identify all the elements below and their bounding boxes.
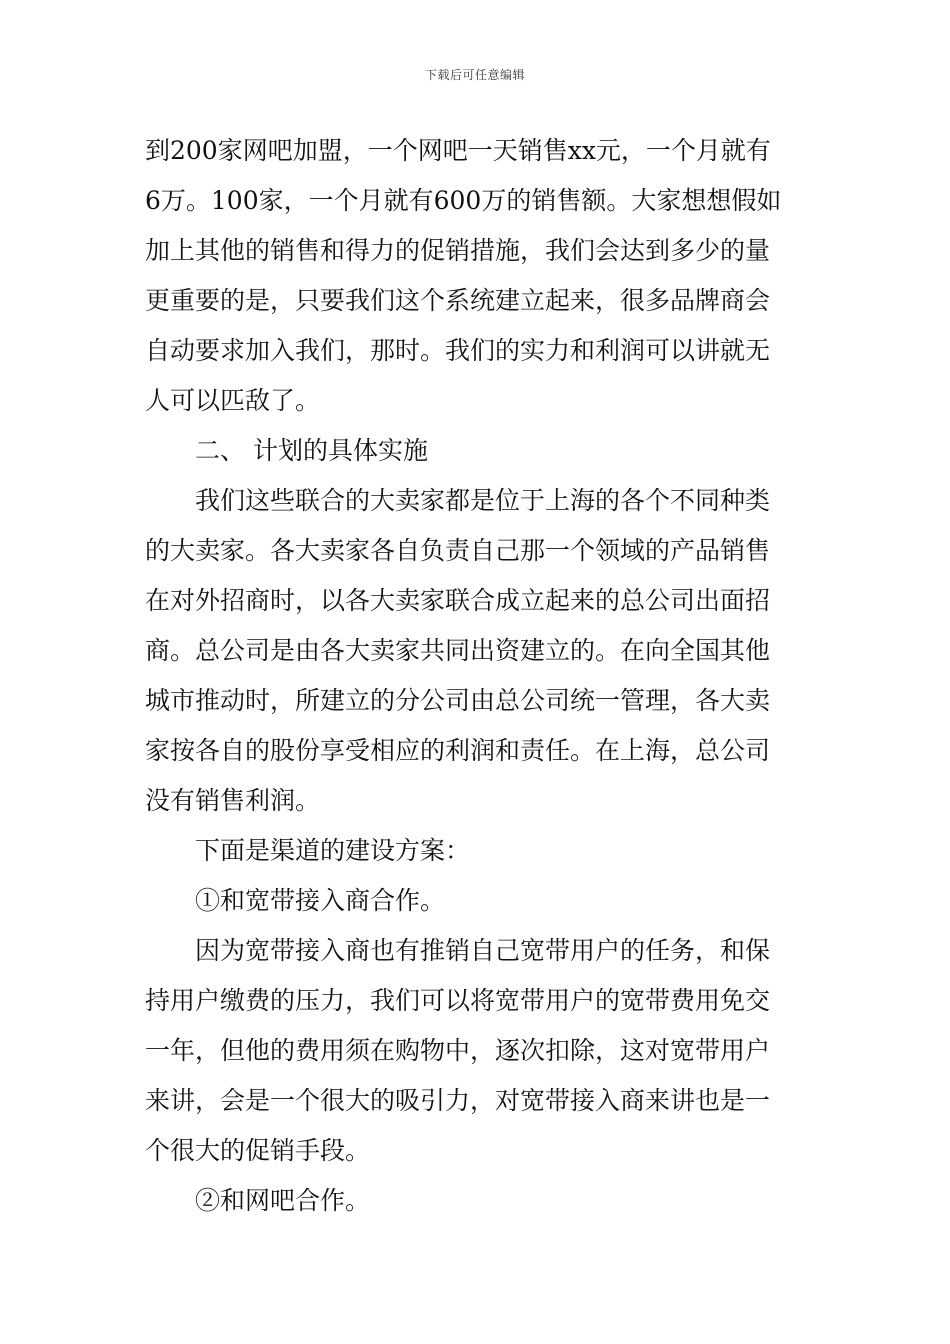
paragraph-line: 个很大的促销手段。 <box>145 1136 371 1165</box>
paragraph-line: 因为宽带接入商也有推销自己宽带用户的任务，和保 <box>195 936 771 965</box>
paragraph-line: 来讲，会是一个很大的吸引力，对宽带接入商来讲也是一 <box>145 1086 771 1115</box>
paragraph-line: 的大卖家。各大卖家各自负责自己那一个领域的产品销售 <box>145 536 771 565</box>
paragraph-line: 我们这些联合的大卖家都是位于上海的各个不同种类 <box>195 486 771 515</box>
list-item-heading: ②和网吧合作。 <box>195 1186 371 1215</box>
list-item-heading: ①和宽带接入商合作。 <box>195 886 446 915</box>
paragraph-line: 持用户缴费的压力，我们可以将宽带用户的宽带费用免交 <box>145 986 771 1015</box>
section-heading: 二、 计划的具体实施 <box>195 436 428 465</box>
paragraph-line: 下面是渠道的建设方案： <box>195 836 471 865</box>
paragraph-line: 自动要求加入我们，那时。我们的实力和利润可以讲就无 <box>145 336 771 365</box>
paragraph-line: 没有销售利润。 <box>145 786 321 815</box>
paragraph-line: 一年，但他的费用须在购物中，逐次扣除，这对宽带用户 <box>145 1036 771 1065</box>
paragraph-line: 商。总公司是由各大卖家共同出资建立的。在向全国其他 <box>145 636 771 665</box>
paragraph-line: 家按各自的股份享受相应的利润和责任。在上海，总公司 <box>145 736 771 765</box>
paragraph-line: 更重要的是，只要我们这个系统建立起来，很多品牌商会 <box>145 286 771 315</box>
document-body <box>145 126 810 1226</box>
paragraph-line: 城市推动时，所建立的分公司由总公司统一管理，各大卖 <box>145 686 771 715</box>
paragraph-line: 加上其他的销售和得力的促销措施，我们会达到多少的量 <box>145 236 771 265</box>
page-header: 下载后可任意编辑 <box>424 68 525 82</box>
paragraph-line: 6万。100家，一个月就有600万的销售额。大家想想假如 <box>145 186 782 215</box>
paragraph-line: 在对外招商时，以各大卖家联合成立起来的总公司出面招 <box>145 586 771 615</box>
paragraph-line: 到200家网吧加盟，一个网吧一天销售xx元，一个月就有 <box>145 136 771 165</box>
paragraph-line: 人可以匹敌了。 <box>145 386 321 415</box>
